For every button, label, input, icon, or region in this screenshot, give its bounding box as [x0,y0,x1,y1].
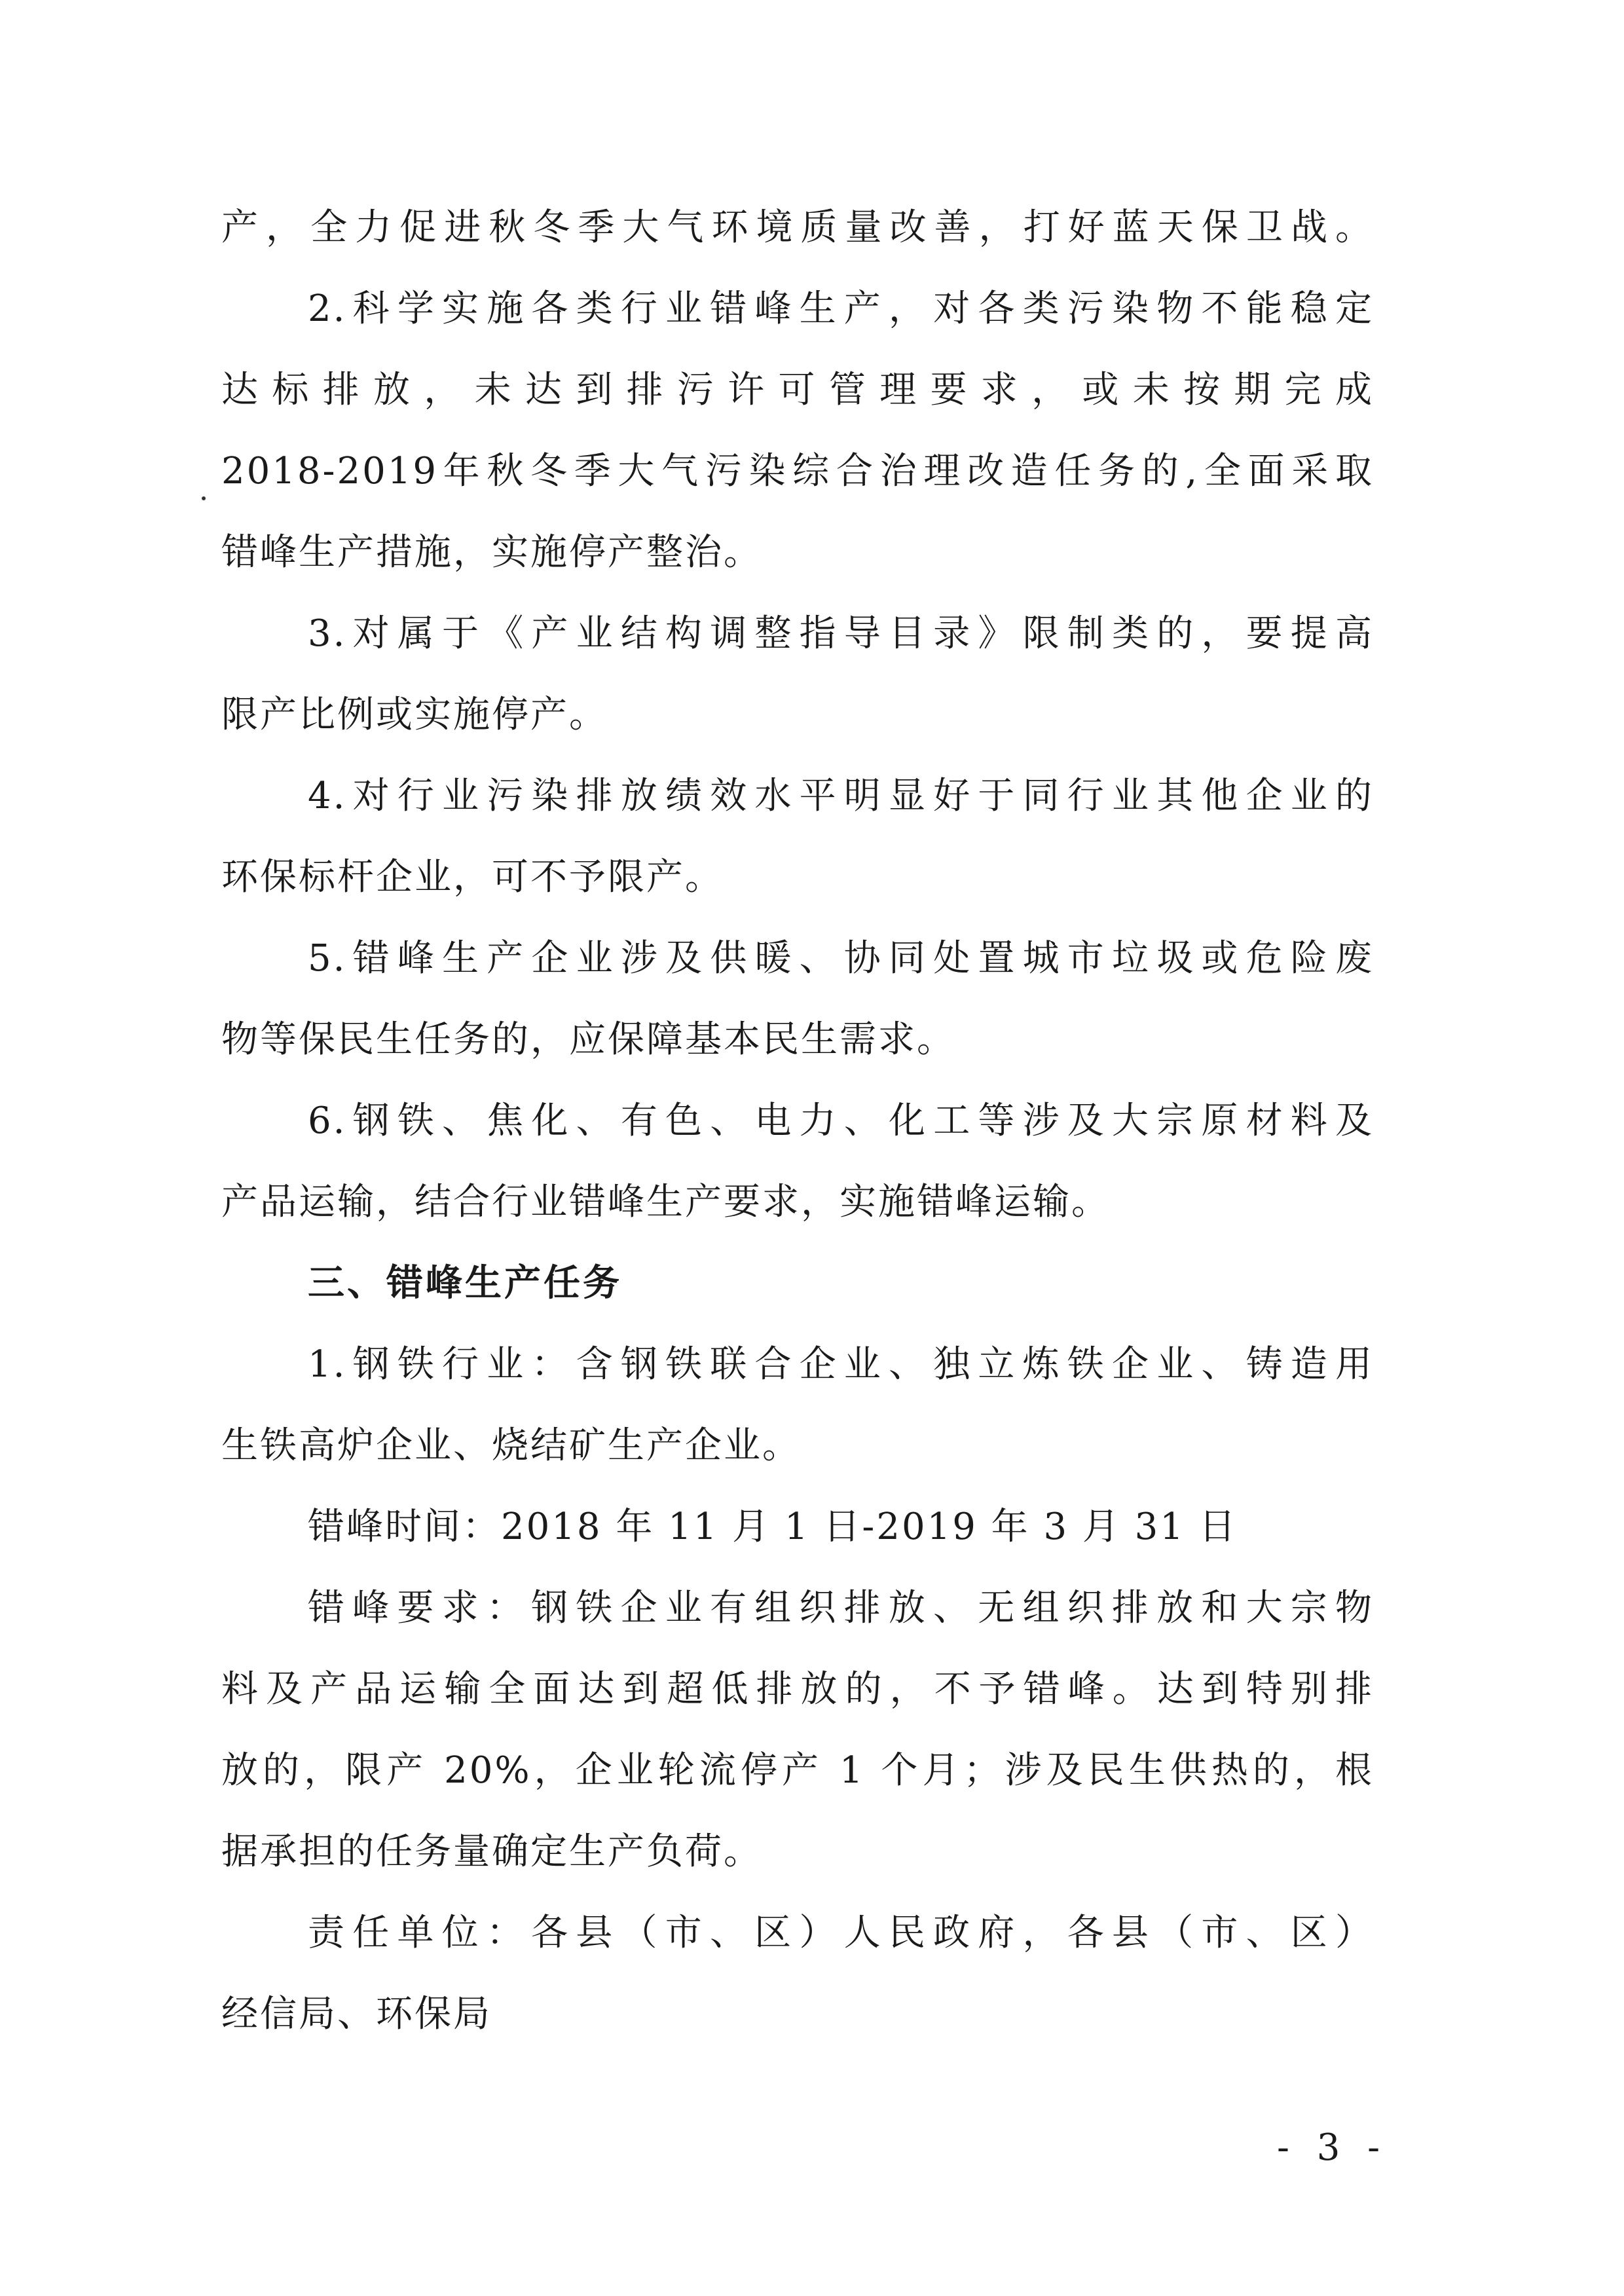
scan-speck [202,496,206,500]
body-line: 环保标杆企业，可不予限产。 [221,856,724,898]
body-line: 2018-2019年秋冬季大气污染综合治理改造任务的,全面采取 [221,450,1374,492]
body-line: 责任单位：各县（市、区）人民政府，各县（市、区） [308,1912,1374,1954]
body-line: 2.科学实施各类行业错峰生产，对各类污染物不能稳定 [308,287,1374,330]
body-line: 错峰时间：2018 年 11 月 1 日-2019 年 3 月 31 日 [308,1506,1238,1548]
body-line: 放的，限产 20%，企业轮流停产 1 个月；涉及民生供热的，根 [221,1749,1374,1792]
body-line: 4.对行业污染排放绩效水平明显好于同行业其他企业的 [308,775,1374,817]
body-line: 5.错峰生产企业涉及供暖、协同处置城市垃圾或危险废 [308,937,1374,980]
body-line: 据承担的任务量确定生产负荷。 [221,1830,762,1873]
body-line: 1.钢铁行业：含钢铁联合企业、独立炼铁企业、铸造用 [308,1343,1374,1386]
body-line: 产，全力促进秋冬季大气环境质量改善，打好蓝天保卫战。 [221,206,1374,249]
page-number: - 3 - [1277,2126,1388,2169]
body-line: 生铁高炉企业、烧结矿生产企业。 [221,1424,801,1467]
body-line: 达标排放，未达到排污许可管理要求，或未按期完成 [221,369,1374,411]
body-line: 错峰生产措施，实施停产整治。 [221,531,762,574]
body-line: 料及产品运输全面达到超低排放的，不予错峰。达到特别排 [221,1668,1374,1711]
body-line: 限产比例或实施停产。 [221,694,608,736]
body-line: 错峰要求：钢铁企业有组织排放、无组织排放和大宗物 [308,1587,1374,1629]
body-line: 3.对属于《产业结构调整指导目录》限制类的，要提高 [308,612,1374,655]
body-line: 6.钢铁、焦化、有色、电力、化工等涉及大宗原材料及 [308,1100,1374,1142]
section-heading: 三、错峰生产任务 [308,1262,622,1305]
body-line: 物等保民生任务的，应保障基本民生需求。 [221,1018,955,1061]
body-line: 经信局、环保局 [221,1993,492,2035]
body-line: 产品运输，结合行业错峰生产要求，实施错峰运输。 [221,1181,1110,1223]
